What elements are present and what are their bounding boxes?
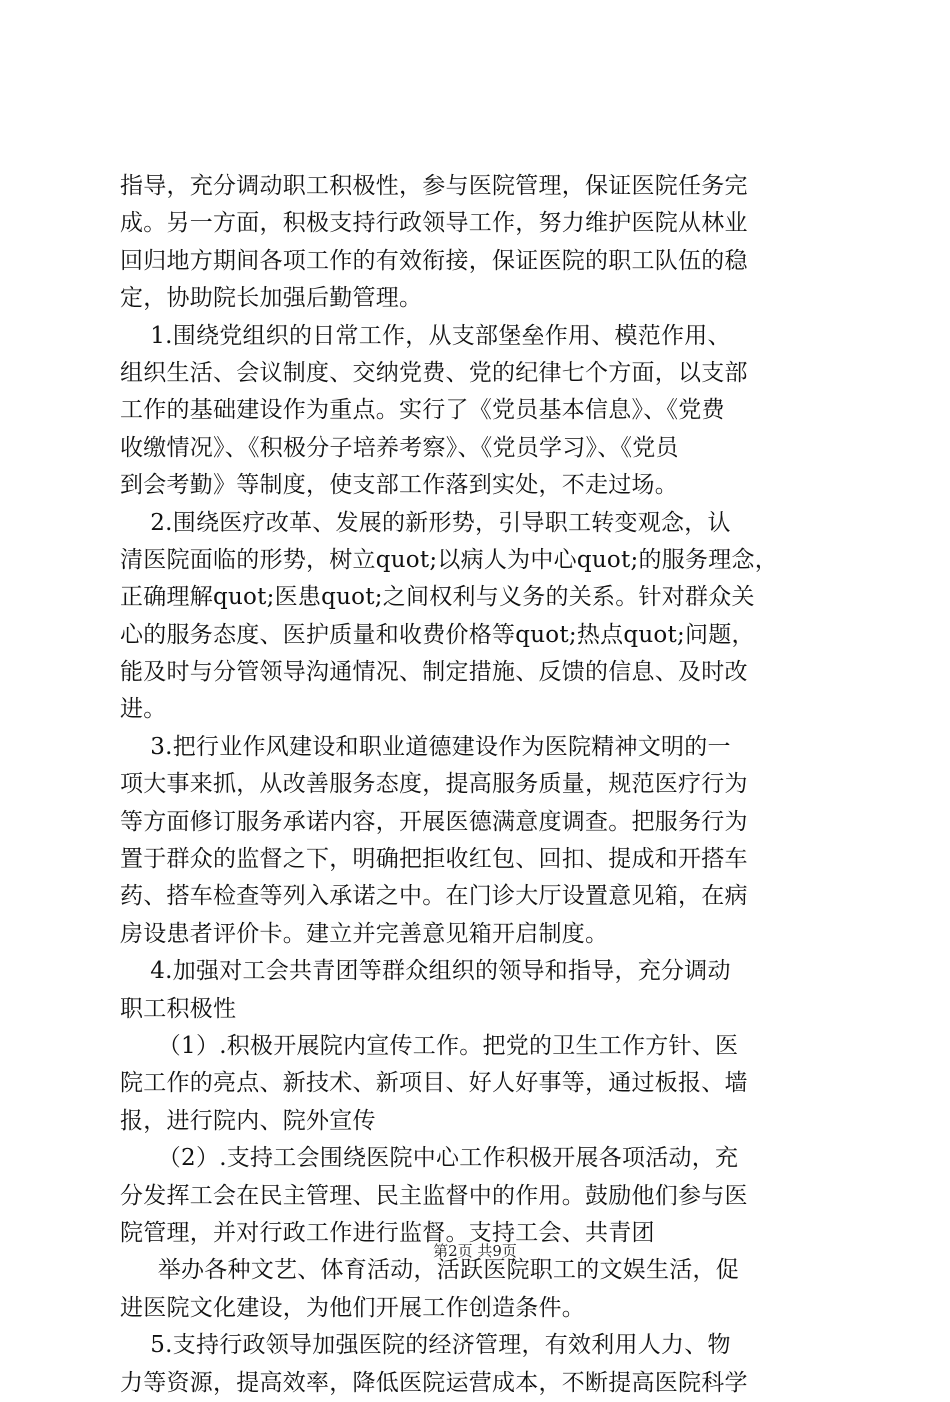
text-line: 组织生活、会议制度、交纳党费、党的纪律七个方面，以支部 [120, 359, 748, 386]
text-line: 3.把行业作风建设和职业道德建设作为医院精神文明的一 [120, 733, 731, 760]
page-footer: 第2页 共9页 [433, 1242, 517, 1260]
text-line: 到会考勤》等制度，使支部工作落到实处，不走过场。 [120, 472, 678, 499]
text-line: 职工积极性 [120, 995, 237, 1022]
text-line: 4.加强对工会共青团等群众组织的领导和指导，充分调动 [120, 958, 731, 985]
text-line: 院工作的亮点、新技术、新项目、好人好事等，通过板报、墙 [120, 1070, 748, 1097]
text-line: 力等资源，提高效率，降低医院运营成本，不断提高医院科学 [120, 1369, 748, 1396]
text-line: 药、搭车检查等列入承诺之中。在门诊大厅设置意见箱，在病 [120, 883, 748, 910]
text-line: 进医院文化建设，为他们开展工作创造条件。 [120, 1294, 585, 1321]
text-line: 报，进行院内、院外宣传 [120, 1107, 376, 1134]
text-line: 成。另一方面，积极支持行政领导工作，努力维护医院从林业 [120, 210, 748, 237]
text-line: 分发挥工会在民主管理、民主监督中的作用。鼓励他们参与医 [120, 1182, 748, 1209]
text-line: 等方面修订服务承诺内容，开展医德满意度调查。把服务行为 [120, 808, 748, 835]
text-line: 收缴情况》、《积极分子培养考察》、《党员学习》、《党员 [120, 434, 679, 461]
text-line: 工作的基础建设作为重点。实行了《党员基本信息》、《党费 [120, 397, 725, 424]
text-line: 项大事来抓，从改善服务态度，提高服务质量，规范医疗行为 [120, 771, 748, 798]
text-line: 房设患者评价卡。建立并完善意见箱开启制度。 [120, 920, 609, 947]
text-line: 定，协助院长加强后勤管理。 [120, 285, 423, 312]
text-line: 1.围绕党组织的日常工作，从支部堡垒作用、模范作用、 [120, 322, 731, 349]
text-line: 2.围绕医疗改革、发展的新形势，引导职工转变观念，认 [120, 509, 731, 536]
text-line: 能及时与分管领导沟通情况、制定措施、反馈的信息、及时改 [120, 659, 748, 686]
text-line: 心的服务态度、医护质量和收费价格等quot;热点quot;问题， [120, 621, 755, 648]
document-body [120, 168, 832, 1402]
text-line: 指导，充分调动职工积极性，参与医院管理，保证医院任务完 [120, 173, 748, 199]
text-line: 院管理，并对行政工作进行监督。支持工会、共青团 [120, 1219, 655, 1246]
text-line: （2）.支持工会围绕医院中心工作积极开展各项活动，充 [120, 1145, 739, 1172]
text-line: 5.支持行政领导加强医院的经济管理，有效利用人力、物 [120, 1332, 731, 1359]
text-line: 置于群众的监督之下，明确把拒收红包、回扣、提成和开搭车 [120, 846, 748, 873]
text-line: 回归地方期间各项工作的有效衔接，保证医院的职工队伍的稳 [120, 247, 748, 274]
text-line: 正确理解quot;医患quot;之间权利与义务的关系。针对群众关 [120, 584, 755, 611]
text-line: （1）.积极开展院内宣传工作。把党的卫生工作方针、医 [120, 1032, 739, 1059]
text-line: 进。 [120, 696, 167, 723]
text-line: 清医院面临的形势，树立quot;以病人为中心quot;的服务理念， [120, 546, 778, 573]
text-line: 举办各种文艺、体育活动，活跃医院职工的文娱生活，促 [120, 1257, 740, 1284]
